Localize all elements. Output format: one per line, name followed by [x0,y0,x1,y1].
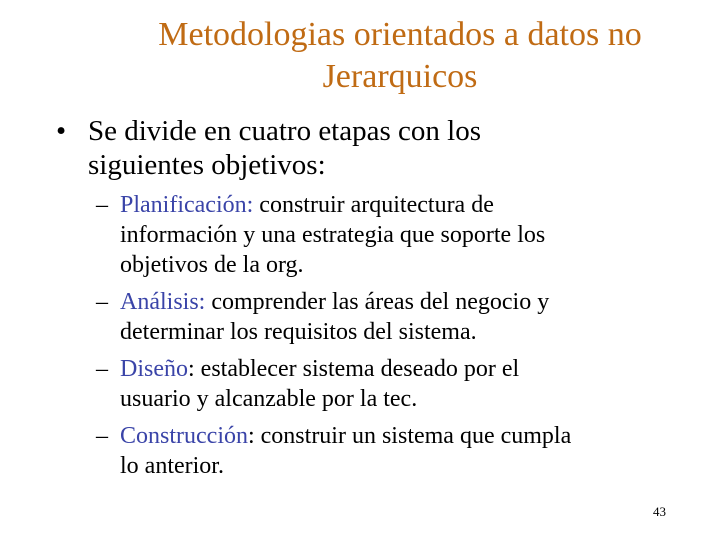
stage-line2: información y una estrategia que soporte los [120,222,546,248]
stage-line1-rest: comprender las áreas del negocio y [205,289,550,315]
intro-bullet [56,114,696,182]
dash-marker: – [96,423,108,449]
dash-marker: – [96,356,108,382]
stage-line1-rest: : construir un sistema que cumpla [247,423,572,449]
stage-line1-rest: : establecer sistema deseado por el [188,356,520,382]
page-number: 43 [653,504,666,519]
stage-term: Construcción [120,423,248,449]
slide-title [40,14,728,98]
stage-line2: lo anterior. [120,453,224,479]
bullet-marker: • [56,115,67,147]
intro-line1: Se divide en cuatro etapas con los [88,115,481,147]
stage-line2: determinar los requisitos del sistema. [120,319,477,345]
slide-title-line2: Jerarquicos [322,58,478,95]
stage-term: Planificación: [120,192,254,218]
stage-item-construccion [56,421,696,481]
stage-line2: usuario y alcanzable por la tec. [120,386,418,412]
slide-body [56,114,696,488]
intro-line2: siguientes objetivos: [88,149,326,181]
stage-item-diseno [56,354,696,414]
stage-term: Diseño [120,356,188,382]
stage-term: Análisis: [120,289,206,315]
stages-list [56,190,696,481]
slide-title-line1: Metodologias orientados a datos no [158,16,642,53]
dash-marker: – [96,289,108,315]
stage-item-analisis [56,287,696,347]
stage-line3: objetivos de la org. [120,252,304,278]
dash-marker: – [96,192,108,218]
stage-item-planificacion [56,190,696,280]
stage-line1-rest: construir arquitectura de [253,192,494,218]
